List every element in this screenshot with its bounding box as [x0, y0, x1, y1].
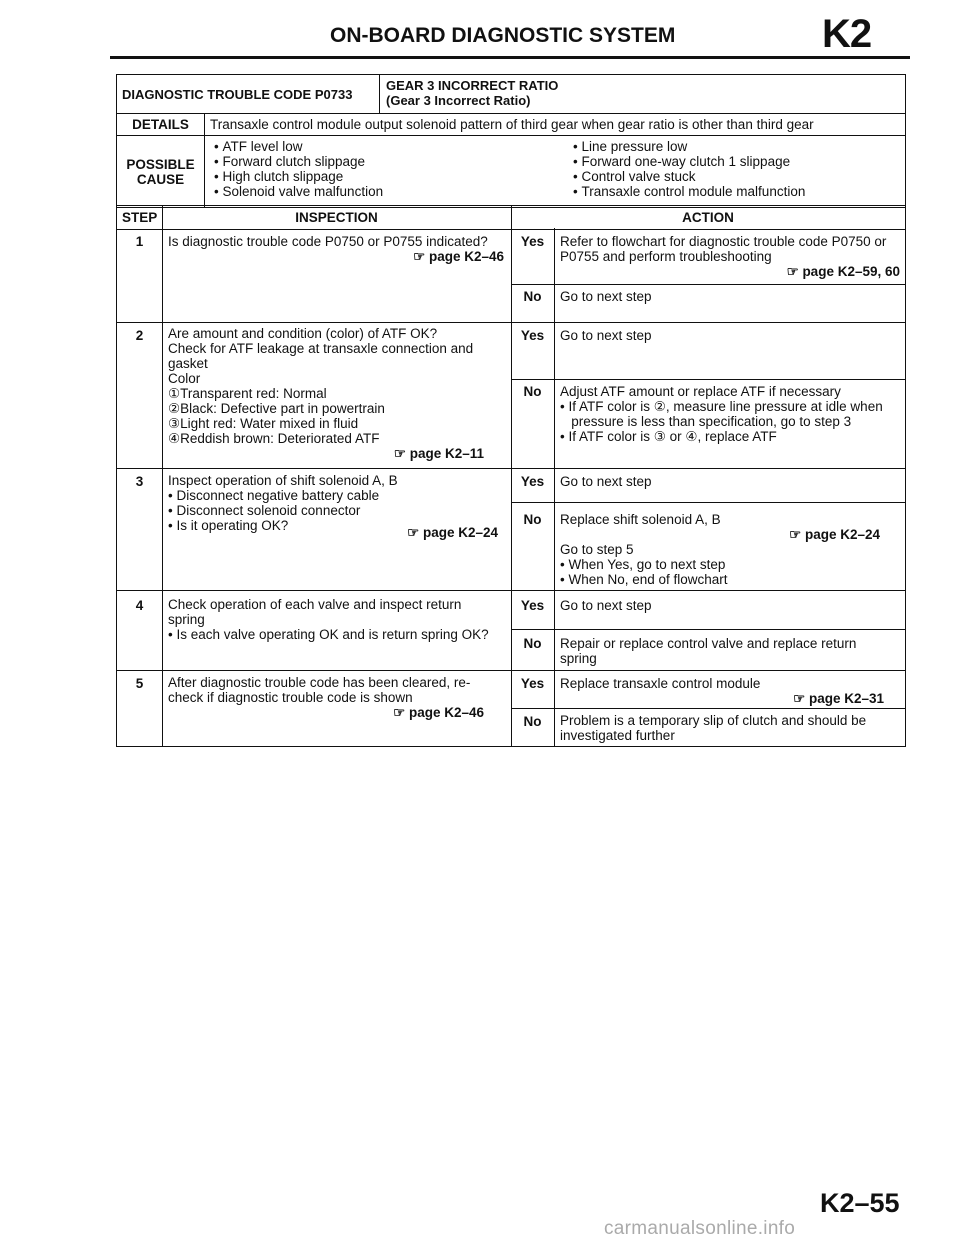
- cause-item: • Forward clutch slippage: [214, 154, 539, 169]
- header-rule: [110, 56, 910, 59]
- no-action: Replace shift solenoid A, B ☞ page K2–24 Go to step 5 • When Yes, go to next step • When No, end of flowchart: [555, 510, 905, 589]
- no-label: No: [523, 289, 542, 304]
- cause-list-right: [539, 139, 898, 199]
- step-number: 4: [135, 598, 144, 613]
- no-label: No: [523, 384, 542, 399]
- no-label: No: [523, 714, 542, 729]
- yes-action: Refer to flowchart for diagnostic trouble code P0750 or P0755 and perform troubleshooting ☞ page K2–59, 60: [555, 232, 905, 281]
- page-title: ON-BOARD DIAGNOSTIC SYSTEM: [330, 24, 676, 47]
- step-number: 5: [135, 676, 144, 691]
- dtc-label: DIAGNOSTIC TROUBLE CODE P0733: [122, 87, 353, 102]
- page-ref: ☞ page K2–46: [168, 249, 504, 264]
- yes-label: Yes: [520, 598, 545, 613]
- cause-item: • Line pressure low: [573, 139, 898, 154]
- yes-action: Go to next step: [560, 328, 652, 343]
- dtc-name-sub: (Gear 3 Incorrect Ratio): [386, 93, 531, 108]
- yes-label: Yes: [520, 474, 545, 489]
- step-number: 3: [135, 474, 144, 489]
- details-text: Transaxle control module output solenoid pattern of third gear when gear ratio is other than third gear: [210, 117, 814, 132]
- step-number: 1: [135, 234, 144, 249]
- yes-label: Yes: [520, 234, 545, 249]
- cause-item: • High clutch slippage: [214, 169, 539, 184]
- step-number: 2: [135, 328, 144, 343]
- page-ref: ☞ page K2–11: [168, 446, 504, 461]
- page-ref: ☞ page K2–31: [560, 691, 900, 706]
- step-inspection: Check operation of each valve and inspect return spring • Is each valve operating OK and is return spring OK?: [168, 597, 489, 642]
- details-label: DETAILS: [132, 117, 189, 132]
- no-label: No: [523, 636, 542, 651]
- cause-item: • ATF level low: [214, 139, 539, 154]
- page-ref: ☞ page K2–59, 60: [560, 264, 900, 279]
- step-inspection: Are amount and condition (color) of ATF OK? Check for ATF leakage at transaxle connection and gasket Color ①Transparent red: Normal ②Black: Defective part in powertrain ③Light red: Water mixed in fluid ④Reddish brown: Deteriorated ATF ☞ page K2–11: [163, 324, 509, 463]
- page-ref: ☞ page K2–24: [560, 527, 900, 542]
- yes-label: Yes: [520, 328, 545, 343]
- header-step: STEP: [122, 210, 158, 225]
- cause-item: • Solenoid valve malfunction: [214, 184, 539, 199]
- yes-action: Replace transaxle control module ☞ page K2–31: [555, 674, 905, 708]
- no-action: Adjust ATF amount or replace ATF if necessary • If ATF color is ②, measure line pressure at idle when pressure is less than specification, go to step 3 • If ATF color is ③ or ④, replace ATF: [560, 384, 883, 444]
- cause-item: • Control valve stuck: [573, 169, 898, 184]
- dtc-name-main: GEAR 3 INCORRECT RATIO: [386, 78, 559, 93]
- step-inspection: After diagnostic trouble code has been cleared, re- check if diagnostic trouble code is shown ☞ page K2–46: [163, 673, 509, 722]
- no-action: Problem is a temporary slip of clutch and should be investigated further: [560, 713, 867, 743]
- yes-action: Go to next step: [560, 598, 652, 613]
- step-inspection: Inspect operation of shift solenoid A, B • Disconnect negative battery cable • Disconnect solenoid connector • Is it operating OK? ☞ page K2–24: [163, 471, 509, 542]
- no-action: Repair or replace control valve and replace return spring: [560, 636, 857, 666]
- no-action: Go to next step: [560, 289, 652, 304]
- no-label: No: [523, 512, 542, 527]
- dtc-name: [381, 76, 901, 110]
- step-inspection: Is diagnostic trouble code P0750 or P0755 indicated? ☞ page K2–46: [163, 232, 509, 266]
- page-ref: ☞ page K2–46: [168, 705, 504, 720]
- inspection-table: [116, 205, 906, 747]
- header-inspection: INSPECTION: [295, 210, 378, 225]
- cause-item: • Forward one-way clutch 1 slippage: [573, 154, 898, 169]
- yes-action: Go to next step: [560, 474, 652, 489]
- possible-cause-list: [209, 137, 903, 201]
- yes-label: Yes: [520, 676, 545, 691]
- page-ref: ☞ page K2–24: [168, 525, 504, 540]
- watermark: carmanualsonline.info: [604, 1218, 796, 1239]
- cause-list-left: [214, 139, 539, 199]
- cause-item: • Transaxle control module malfunction: [573, 184, 898, 199]
- page-number: K2–55: [820, 1188, 900, 1218]
- possible-cause-label: POSSIBLE CAUSE: [126, 157, 195, 187]
- section-code: K2: [822, 12, 872, 56]
- dtc-summary-box: [116, 74, 906, 208]
- header-action: ACTION: [682, 210, 734, 225]
